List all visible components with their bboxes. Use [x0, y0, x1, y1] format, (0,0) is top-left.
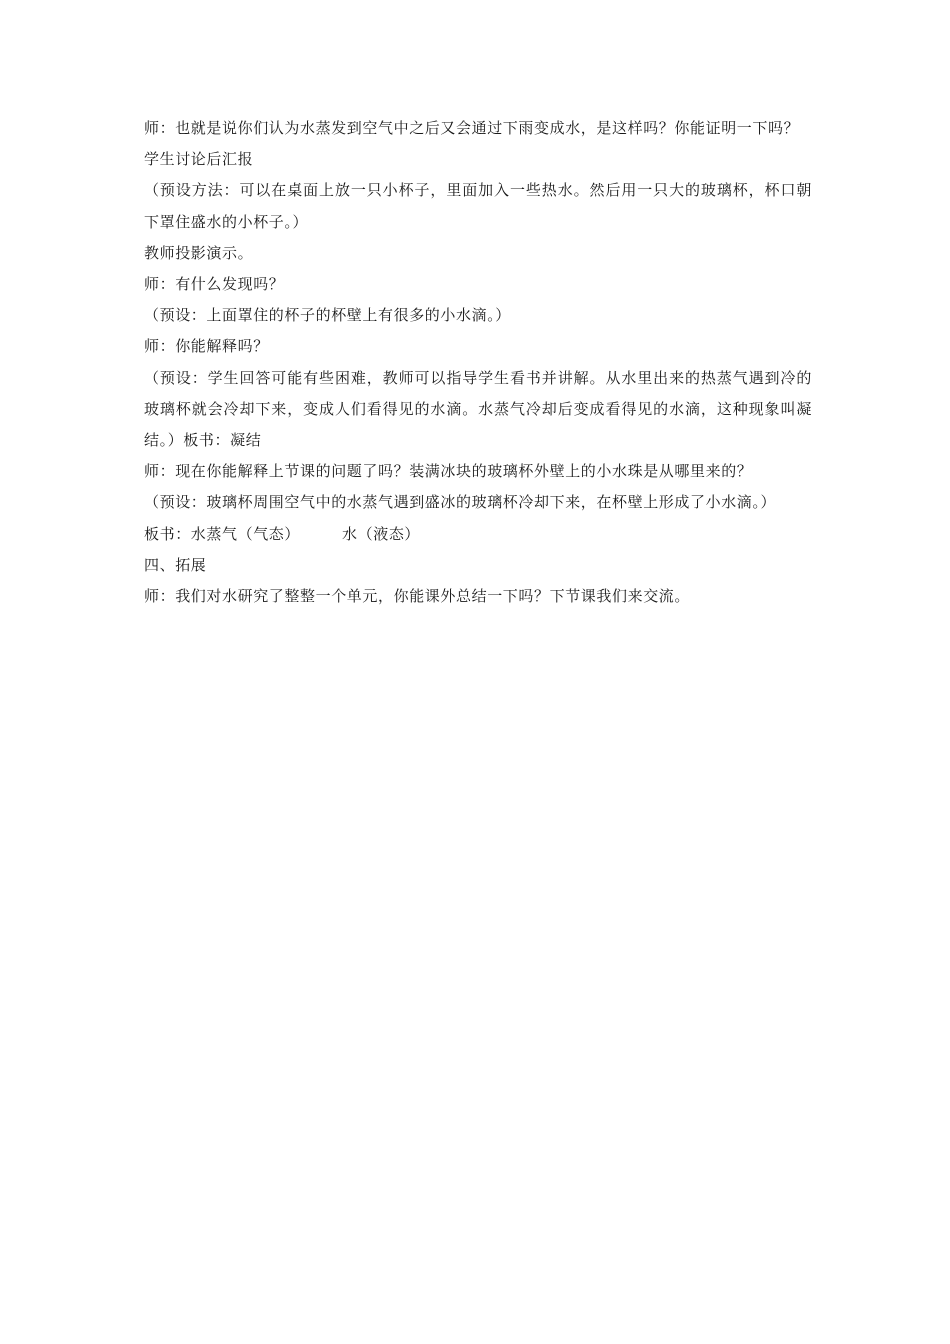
section-heading: 四、拓展 [144, 555, 207, 574]
paragraph-teacher-demo: 教师投影演示。 [144, 243, 254, 262]
paragraph-closing: 师：我们对水研究了整整一个单元，你能课外总结一下吗？下节课我们来交流。 [144, 587, 691, 606]
board-label: 板书：水蒸气（气态） [144, 524, 301, 543]
paragraph-teacher-previous-question: 师：现在你能解释上节课的问题了吗？装满冰块的玻璃杯外壁上的小水珠是从哪里来的？ [144, 462, 753, 481]
paragraph-teacher-question: 师：也就是说你们认为水蒸发到空气中之后又会通过下雨变成水，是这样吗？你能证明一下吗？ [144, 119, 800, 137]
paragraph-teacher-explain: 师：你能解释吗？ [144, 337, 269, 356]
paragraph-preset-glass: （预设：玻璃杯周围空气中的水蒸气遇到盛冰的玻璃杯冷却下来，在杯壁上形成了小水滴。） [144, 493, 777, 512]
board-right: 水（液态） [342, 524, 421, 543]
paragraph-preset-condensation: （预设：学生回答可能有些困难，教师可以指导学生看书并讲解。从水里出来的热蒸气遇到冷的玻璃杯就会冷却下来，变成人们看得见的水滴。水蒸气冷却后变成看得见的水滴，这种现象叫凝结。）板书：凝结 [144, 368, 812, 450]
document-body [144, 113, 812, 612]
paragraph-preset-droplets: （预设：上面罩住的杯子的杯壁上有很多的小水滴。） [144, 306, 511, 325]
paragraph-student-report: 学生讨论后汇报 [144, 150, 254, 169]
paragraph-teacher-discovery: 师：有什么发现吗？ [144, 275, 285, 294]
paragraph-preset-method: （预设方法：可以在桌面上放一只小杯子，里面加入一些热水。然后用一只大的玻璃杯，杯口朝下罩住盛水的小杯子。） [144, 181, 812, 231]
board-line [144, 519, 812, 550]
